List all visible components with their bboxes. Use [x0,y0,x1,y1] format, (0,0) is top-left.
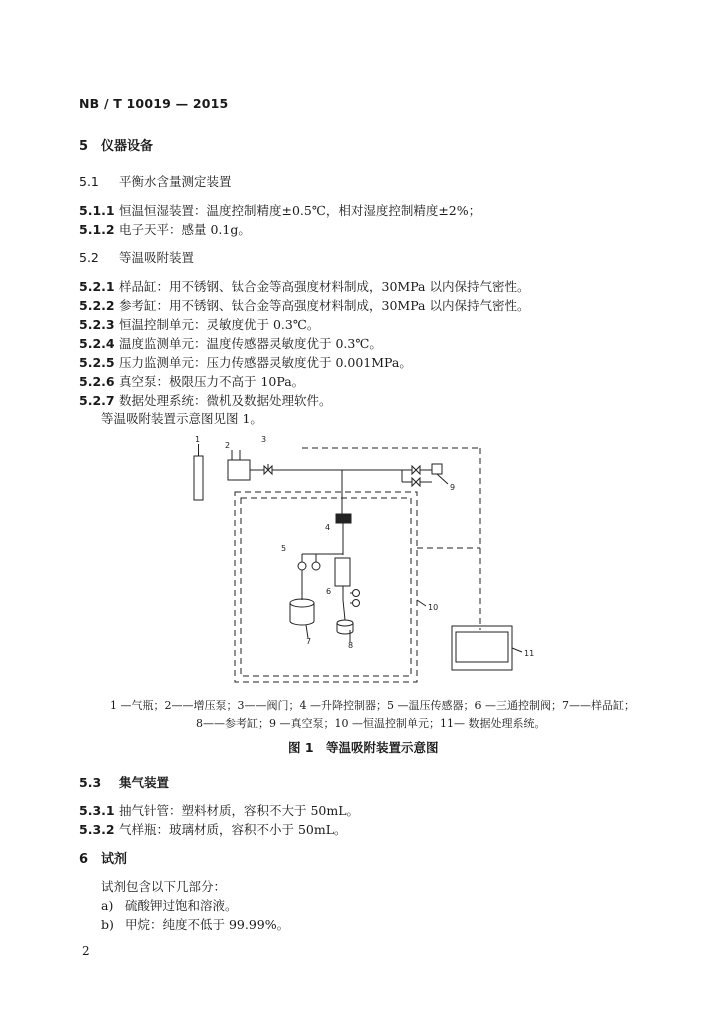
clause-text: 温度监测单元：温度传感器灵敏度优于 0.3℃。 [119,336,382,351]
clause-text: 电子天平：感量 0.1g。 [119,222,251,237]
three-way-valve [335,558,350,586]
clause-number: 5.2.1 [79,279,115,294]
clause-number: 5.2.3 [79,317,115,332]
clause-text: 参考缸：用不锈钢、钛合金等高强度材料制成，30MPa 以内保持气密性。 [119,298,530,313]
section-5-1-heading [79,172,232,190]
reagent-item-b [101,915,289,933]
clause-5-3-1 [79,801,359,819]
vacuum-pump [432,464,442,474]
list-marker: b) [101,917,114,932]
section-number: 6 [79,852,89,867]
clause-number: 5.2.2 [79,298,115,313]
standard-number: NB / T 10019 — 2015 [79,96,229,111]
section-number: 5 [79,139,89,154]
clause-number: 5.1.1 [79,203,115,218]
gas-cylinder [194,456,203,500]
figure-intro: 等温吸附装置示意图见图 1。 [101,411,263,426]
section-number: 5.2 [79,250,99,265]
label-10: 10 [428,603,439,612]
figure-legend-line-2: 8——参考缸；9 —真空泵；10 —恒温控制单元；11— 数据处理系统。 [196,717,546,730]
clause-text: 气样瓶：玻璃材质，容积不小于 50mL。 [119,822,347,837]
list-text: 甲烷：纯度不低于 99.99%。 [125,917,290,932]
section-title: 试剂 [101,852,128,867]
sample-cell [290,599,314,607]
clause-5-2-2 [79,296,529,314]
label-2: 2 [225,441,231,450]
reference-cell [337,620,353,626]
section-title: 仪器设备 [101,139,154,154]
clause-5-2-6 [79,372,304,390]
section-5-3-heading [79,773,169,791]
clause-5-2-7 [79,391,332,409]
clause-text: 样品缸：用不锈钢、钛合金等高强度材料制成，30MPa 以内保持气密性。 [119,279,530,294]
figure-caption: 图 1 等温吸附装置示意图 [288,740,439,755]
clause-number: 5.2.5 [79,355,115,370]
clause-5-2-5 [79,353,412,371]
section-number: 5.3 [79,775,102,790]
clause-text: 压力监测单元：压力传感器灵敏度优于 0.001MPa。 [119,355,412,370]
section-title: 等温吸附装置 [119,250,195,265]
valve-9a [412,466,420,474]
section-title: 集气装置 [119,775,170,790]
clause-5-2-4 [79,334,382,352]
label-9: 9 [450,483,456,492]
valve-9b [412,478,420,486]
clause-5-3-2 [79,820,347,838]
label-11: 11 [524,649,535,658]
clause-text: 恒温控制单元：灵敏度优于 0.3℃。 [119,317,320,332]
clause-number: 5.1.2 [79,222,115,237]
clause-5-1-1 [79,201,481,219]
label-4: 4 [325,523,331,532]
reagent-item-a [101,896,238,914]
data-processing-system [452,626,512,670]
clause-number: 5.3.1 [79,803,115,818]
clause-text: 真空泵：极限压力不高于 10Pa。 [119,374,305,389]
clause-number: 5.3.2 [79,822,115,837]
temp-pressure-sensor [298,562,306,570]
page-number: 2 [82,944,90,958]
label-7: 7 [306,637,312,646]
clause-number: 5.2.7 [79,393,115,408]
clause-text: 恒温恒湿装置：温度控制精度±0.5℃，相对湿度控制精度±2%； [119,203,482,218]
clause-5-2-3 [79,315,319,333]
label-3: 3 [261,435,267,444]
clause-5-2-1 [79,277,529,295]
reagents-intro: 试剂包含以下几部分： [101,879,227,894]
clause-number: 5.2.4 [79,336,115,351]
figure-legend-line-1: 1 —气瓶；2——增压泵；3——阀门；4 —升降控制器；5 —温压传感器；6 —三通控制阀；7——样品缸； [110,699,635,712]
isothermal-adsorption-diagram [180,430,560,692]
list-marker: a) [101,898,114,913]
clause-number: 5.2.6 [79,374,115,389]
list-text: 硫酸钾过饱和溶液。 [125,898,238,913]
section-5-2-heading [79,248,194,266]
section-6-heading [79,848,127,867]
booster-pump [228,460,250,480]
lift-controller [336,514,351,523]
section-number: 5.1 [79,174,99,189]
section-5-heading [79,135,153,154]
clause-text: 抽气针管：塑料材质，容积不大于 50mL。 [119,803,360,818]
clause-text: 数据处理系统：微机及数据处理软件。 [119,393,332,408]
label-6: 6 [326,587,332,596]
label-1: 1 [195,435,201,444]
section-title: 平衡水含量测定装置 [119,174,232,189]
clause-5-1-2 [79,220,251,238]
label-8: 8 [348,641,354,650]
label-5: 5 [281,544,287,553]
